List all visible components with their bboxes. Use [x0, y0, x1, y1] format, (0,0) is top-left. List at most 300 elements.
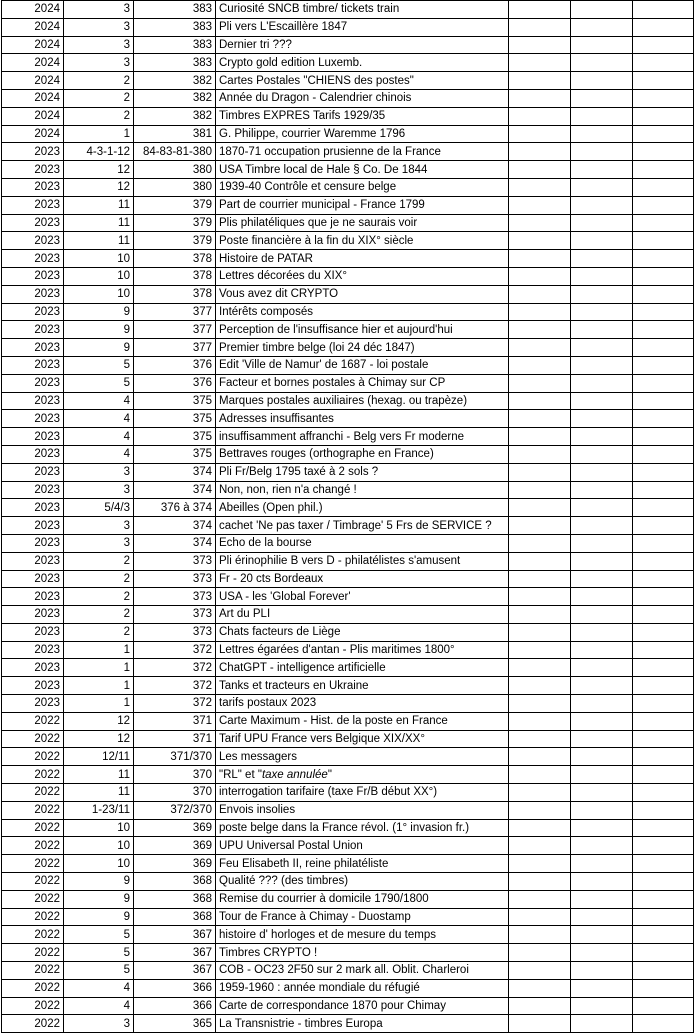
year-cell: 2023 [2, 445, 64, 463]
empty-cell [509, 463, 571, 481]
empty-cell [633, 926, 694, 944]
title-cell: G. Philippe, courrier Waremme 1796 [216, 125, 509, 143]
year-cell: 2023 [2, 463, 64, 481]
title-cell: Les messagers [216, 748, 509, 766]
title-cell: Dernier tri ??? [216, 36, 509, 54]
month-cell: 3 [64, 18, 134, 36]
year-cell: 2023 [2, 641, 64, 659]
title-cell: Histoire de PATAR [216, 250, 509, 268]
issue-cell: 365 [134, 1015, 216, 1033]
empty-cell [509, 552, 571, 570]
year-cell: 2024 [2, 54, 64, 72]
empty-cell [633, 410, 694, 428]
empty-cell [571, 303, 633, 321]
empty-cell [509, 695, 571, 713]
year-cell: 2023 [2, 659, 64, 677]
empty-cell [571, 392, 633, 410]
table-row [2, 499, 694, 517]
empty-cell [633, 979, 694, 997]
issue-cell: 377 [134, 303, 216, 321]
year-cell: 2024 [2, 89, 64, 107]
issue-cell: 370 [134, 766, 216, 784]
year-cell: 2023 [2, 339, 64, 357]
title-cell: Carte de correspondance 1870 pour Chimay [216, 997, 509, 1015]
empty-cell [571, 623, 633, 641]
year-cell: 2023 [2, 374, 64, 392]
month-cell: 9 [64, 339, 134, 357]
table-row [2, 18, 694, 36]
year-cell: 2023 [2, 250, 64, 268]
table-row [2, 979, 694, 997]
month-cell: 11 [64, 196, 134, 214]
month-cell: 2 [64, 107, 134, 125]
empty-cell [571, 997, 633, 1015]
issue-cell: 373 [134, 588, 216, 606]
empty-cell [633, 748, 694, 766]
year-cell: 2022 [2, 712, 64, 730]
empty-cell [633, 356, 694, 374]
empty-cell [633, 695, 694, 713]
empty-cell [571, 36, 633, 54]
title-cell: Intérêts composés [216, 303, 509, 321]
title-cell: Crypto gold edition Luxemb. [216, 54, 509, 72]
title-cell: USA - les 'Global Forever' [216, 588, 509, 606]
empty-cell [633, 1, 694, 19]
month-cell: 12 [64, 712, 134, 730]
empty-cell [633, 712, 694, 730]
year-cell: 2023 [2, 588, 64, 606]
year-cell: 2023 [2, 552, 64, 570]
issue-cell: 378 [134, 250, 216, 268]
issue-cell: 373 [134, 623, 216, 641]
title-cell: interrogation tarifaire (taxe Fr/B début XX°) [216, 784, 509, 802]
empty-cell [571, 606, 633, 624]
year-cell: 2023 [2, 267, 64, 285]
empty-cell [571, 232, 633, 250]
title-cell: Cartes Postales "CHIENS des postes" [216, 72, 509, 90]
year-cell: 2022 [2, 1015, 64, 1033]
title-cell: Facteur et bornes postales à Chimay sur CP [216, 374, 509, 392]
title-cell: Lettres égarées d'antan - Plis maritimes 1800° [216, 641, 509, 659]
year-cell: 2023 [2, 232, 64, 250]
month-cell: 9 [64, 303, 134, 321]
year-cell: 2024 [2, 125, 64, 143]
empty-cell [509, 161, 571, 179]
year-cell: 2022 [2, 730, 64, 748]
month-cell: 12 [64, 730, 134, 748]
empty-cell [571, 356, 633, 374]
title-cell: Remise du courrier à domicile 1790/1800 [216, 890, 509, 908]
month-cell: 2 [64, 623, 134, 641]
empty-cell [571, 570, 633, 588]
empty-cell [633, 552, 694, 570]
empty-cell [633, 196, 694, 214]
title-cell: Poste financière à la fin du XIX° siècle [216, 232, 509, 250]
month-cell: 9 [64, 908, 134, 926]
month-cell: 3 [64, 36, 134, 54]
issue-cell: 369 [134, 837, 216, 855]
table-row [2, 944, 694, 962]
table-row [2, 161, 694, 179]
title-cell: Timbres EXPRES Tarifs 1929/35 [216, 107, 509, 125]
month-cell: 2 [64, 588, 134, 606]
empty-cell [571, 214, 633, 232]
table-row [2, 819, 694, 837]
table-row [2, 962, 694, 980]
empty-cell [633, 659, 694, 677]
year-cell: 2022 [2, 962, 64, 980]
month-cell: 9 [64, 321, 134, 339]
empty-cell [633, 374, 694, 392]
table-row [2, 143, 694, 161]
issue-cell: 380 [134, 178, 216, 196]
issue-cell: 374 [134, 517, 216, 535]
empty-cell [571, 321, 633, 339]
month-cell: 2 [64, 89, 134, 107]
empty-cell [571, 873, 633, 891]
year-cell: 2023 [2, 695, 64, 713]
issue-cell: 383 [134, 36, 216, 54]
issue-cell: 372/370 [134, 801, 216, 819]
title-cell: Feu Elisabeth II, reine philatéliste [216, 855, 509, 873]
empty-cell [633, 339, 694, 357]
year-cell: 2022 [2, 944, 64, 962]
empty-cell [571, 445, 633, 463]
table-row [2, 659, 694, 677]
month-cell: 3 [64, 1, 134, 19]
table-row [2, 588, 694, 606]
title-cell: Adresses insuffisantes [216, 410, 509, 428]
year-cell: 2023 [2, 410, 64, 428]
empty-cell [571, 944, 633, 962]
empty-cell [571, 143, 633, 161]
title-cell: histoire d' horloges et de mesure du temps [216, 926, 509, 944]
table-row [2, 54, 694, 72]
empty-cell [571, 926, 633, 944]
empty-cell [571, 695, 633, 713]
empty-cell [571, 250, 633, 268]
empty-cell [633, 855, 694, 873]
empty-cell [633, 392, 694, 410]
month-cell: 10 [64, 837, 134, 855]
year-cell: 2022 [2, 890, 64, 908]
title-cell: poste belge dans la France révol. (1° invasion fr.) [216, 819, 509, 837]
year-cell: 2023 [2, 606, 64, 624]
empty-cell [509, 196, 571, 214]
table-row [2, 392, 694, 410]
month-cell: 4-3-1-12 [64, 143, 134, 161]
empty-cell [571, 54, 633, 72]
empty-cell [509, 232, 571, 250]
month-cell: 5 [64, 356, 134, 374]
month-cell: 3 [64, 517, 134, 535]
empty-cell [509, 641, 571, 659]
month-cell: 3 [64, 481, 134, 499]
issue-cell: 370 [134, 784, 216, 802]
month-cell: 9 [64, 890, 134, 908]
year-cell: 2022 [2, 748, 64, 766]
title-cell: Pli Fr/Belg 1795 taxé à 2 sols ? [216, 463, 509, 481]
empty-cell [571, 125, 633, 143]
month-cell: 5 [64, 926, 134, 944]
month-cell: 4 [64, 979, 134, 997]
empty-cell [571, 267, 633, 285]
empty-cell [571, 855, 633, 873]
empty-cell [571, 801, 633, 819]
issue-cell: 375 [134, 392, 216, 410]
empty-cell [509, 18, 571, 36]
empty-cell [633, 534, 694, 552]
year-cell: 2023 [2, 321, 64, 339]
empty-cell [571, 161, 633, 179]
table-row [2, 801, 694, 819]
empty-cell [509, 356, 571, 374]
month-cell: 3 [64, 534, 134, 552]
empty-cell [509, 890, 571, 908]
table-row [2, 908, 694, 926]
month-cell: 1-23/11 [64, 801, 134, 819]
issue-cell: 377 [134, 321, 216, 339]
title-cell: 1959-1960 : année mondiale du réfugié [216, 979, 509, 997]
empty-cell [509, 588, 571, 606]
empty-cell [633, 499, 694, 517]
empty-cell [509, 125, 571, 143]
month-cell: 5 [64, 962, 134, 980]
empty-cell [571, 962, 633, 980]
issue-cell: 382 [134, 89, 216, 107]
empty-cell [633, 285, 694, 303]
issue-cell: 377 [134, 339, 216, 357]
table-row [2, 517, 694, 535]
empty-cell [509, 837, 571, 855]
month-cell: 5/4/3 [64, 499, 134, 517]
empty-cell [509, 54, 571, 72]
month-cell: 5 [64, 944, 134, 962]
title-cell: Perception de l'insuffisance hier et aujourd'hui [216, 321, 509, 339]
issue-cell: 376 [134, 374, 216, 392]
empty-cell [633, 873, 694, 891]
title-cell: Tarif UPU France vers Belgique XIX/XX° [216, 730, 509, 748]
table-row [2, 374, 694, 392]
empty-cell [509, 36, 571, 54]
empty-cell [633, 677, 694, 695]
empty-cell [571, 784, 633, 802]
title-cell: Pli érinophilie B vers D - philatélistes s'amusent [216, 552, 509, 570]
empty-cell [633, 54, 694, 72]
empty-cell [633, 570, 694, 588]
title-cell: Lettres décorées du XIX° [216, 267, 509, 285]
table-row [2, 926, 694, 944]
table-row [2, 125, 694, 143]
table-row [2, 855, 694, 873]
table-row [2, 890, 694, 908]
empty-cell [509, 285, 571, 303]
issue-cell: 374 [134, 481, 216, 499]
table-row [2, 552, 694, 570]
empty-cell [571, 463, 633, 481]
table-row [2, 72, 694, 90]
title-cell: Part de courrier municipal - France 1799 [216, 196, 509, 214]
title-cell: Chats facteurs de Liège [216, 623, 509, 641]
month-cell: 10 [64, 819, 134, 837]
empty-cell [509, 1, 571, 19]
title-part: "RL" et " [219, 768, 262, 781]
table-row [2, 463, 694, 481]
month-cell: 4 [64, 445, 134, 463]
empty-cell [571, 410, 633, 428]
year-cell: 2023 [2, 481, 64, 499]
empty-cell [633, 214, 694, 232]
table-row [2, 410, 694, 428]
table-row [2, 356, 694, 374]
empty-cell [509, 784, 571, 802]
issue-cell: 378 [134, 267, 216, 285]
empty-cell [633, 303, 694, 321]
table-row [2, 641, 694, 659]
table-row [2, 196, 694, 214]
empty-cell [509, 499, 571, 517]
empty-cell [509, 659, 571, 677]
table-row [2, 677, 694, 695]
month-cell: 3 [64, 54, 134, 72]
table-row [2, 339, 694, 357]
year-cell: 2023 [2, 161, 64, 179]
title-cell: cachet 'Ne pas taxer / Timbrage' 5 Frs de SERVICE ? [216, 517, 509, 535]
title-cell: Marques postales auxiliaires (hexag. ou trapèze) [216, 392, 509, 410]
year-cell: 2022 [2, 979, 64, 997]
year-cell: 2023 [2, 143, 64, 161]
empty-cell [571, 552, 633, 570]
empty-cell [571, 908, 633, 926]
empty-cell [633, 321, 694, 339]
month-cell: 3 [64, 463, 134, 481]
issue-cell: 368 [134, 908, 216, 926]
month-cell: 11 [64, 232, 134, 250]
empty-cell [633, 143, 694, 161]
year-cell: 2023 [2, 499, 64, 517]
empty-cell [509, 321, 571, 339]
empty-cell [509, 908, 571, 926]
title-cell: Envois insolies [216, 801, 509, 819]
title-emphasis: taxe annulée [261, 768, 328, 781]
empty-cell [571, 72, 633, 90]
empty-cell [509, 445, 571, 463]
year-cell: 2023 [2, 196, 64, 214]
empty-cell [509, 107, 571, 125]
empty-cell [571, 196, 633, 214]
title-cell: 1939-40 Contrôle et censure belge [216, 178, 509, 196]
title-cell: 1870-71 occupation prusienne de la France [216, 143, 509, 161]
empty-cell [571, 890, 633, 908]
table-row [2, 321, 694, 339]
table-row [2, 214, 694, 232]
empty-cell [571, 766, 633, 784]
year-cell: 2023 [2, 178, 64, 196]
empty-cell [571, 1, 633, 19]
empty-cell [571, 677, 633, 695]
empty-cell [509, 570, 571, 588]
empty-cell [633, 107, 694, 125]
empty-cell [571, 481, 633, 499]
issue-cell: 379 [134, 214, 216, 232]
issue-cell: 366 [134, 979, 216, 997]
empty-cell [571, 517, 633, 535]
year-cell: 2023 [2, 285, 64, 303]
year-cell: 2022 [2, 855, 64, 873]
empty-cell [509, 339, 571, 357]
title-cell: Timbres CRYPTO ! [216, 944, 509, 962]
issue-cell: 372 [134, 641, 216, 659]
empty-cell [509, 606, 571, 624]
issue-cell: 380 [134, 161, 216, 179]
month-cell: 3 [64, 1015, 134, 1033]
empty-cell [509, 214, 571, 232]
empty-cell [509, 730, 571, 748]
month-cell: 4 [64, 410, 134, 428]
title-cell: Bettraves rouges (orthographe en France) [216, 445, 509, 463]
issue-cell: 372 [134, 695, 216, 713]
year-cell: 2023 [2, 428, 64, 446]
year-cell: 2023 [2, 677, 64, 695]
table-row [2, 534, 694, 552]
issue-cell: 367 [134, 944, 216, 962]
year-cell: 2024 [2, 72, 64, 90]
empty-cell [509, 250, 571, 268]
table-row [2, 784, 694, 802]
year-cell: 2022 [2, 819, 64, 837]
empty-cell [571, 374, 633, 392]
title-cell: La Transnistrie - timbres Europa [216, 1015, 509, 1033]
empty-cell [633, 944, 694, 962]
table-row [2, 481, 694, 499]
empty-cell [509, 766, 571, 784]
year-cell: 2024 [2, 18, 64, 36]
month-cell: 10 [64, 285, 134, 303]
issue-cell: 367 [134, 962, 216, 980]
issue-cell: 375 [134, 410, 216, 428]
issue-cell: 84-83-81-380 [134, 143, 216, 161]
title-cell: Tour de France à Chimay - Duostamp [216, 908, 509, 926]
empty-cell [571, 178, 633, 196]
empty-cell [509, 979, 571, 997]
title-cell: Curiosité SNCB timbre/ tickets train [216, 1, 509, 19]
title-cell: Tanks et tracteurs en Ukraine [216, 677, 509, 695]
month-cell: 1 [64, 677, 134, 695]
issue-cell: 372 [134, 677, 216, 695]
title-cell: Edit 'Ville de Namur' de 1687 - loi postale [216, 356, 509, 374]
issue-cell: 375 [134, 445, 216, 463]
title-cell: insuffisamment affranchi - Belg vers Fr moderne [216, 428, 509, 446]
issue-cell: 371 [134, 730, 216, 748]
empty-cell [633, 962, 694, 980]
empty-cell [633, 606, 694, 624]
empty-cell [509, 178, 571, 196]
table-row [2, 837, 694, 855]
index-table [1, 0, 694, 1033]
month-cell: 1 [64, 695, 134, 713]
table-row [2, 250, 694, 268]
table-row [2, 570, 694, 588]
month-cell: 4 [64, 997, 134, 1015]
table-row [2, 178, 694, 196]
empty-cell [571, 588, 633, 606]
empty-cell [633, 178, 694, 196]
empty-cell [633, 588, 694, 606]
month-cell: 9 [64, 873, 134, 891]
title-cell: ChatGPT - intelligence artificielle [216, 659, 509, 677]
issue-cell: 376 [134, 356, 216, 374]
issue-cell: 379 [134, 196, 216, 214]
